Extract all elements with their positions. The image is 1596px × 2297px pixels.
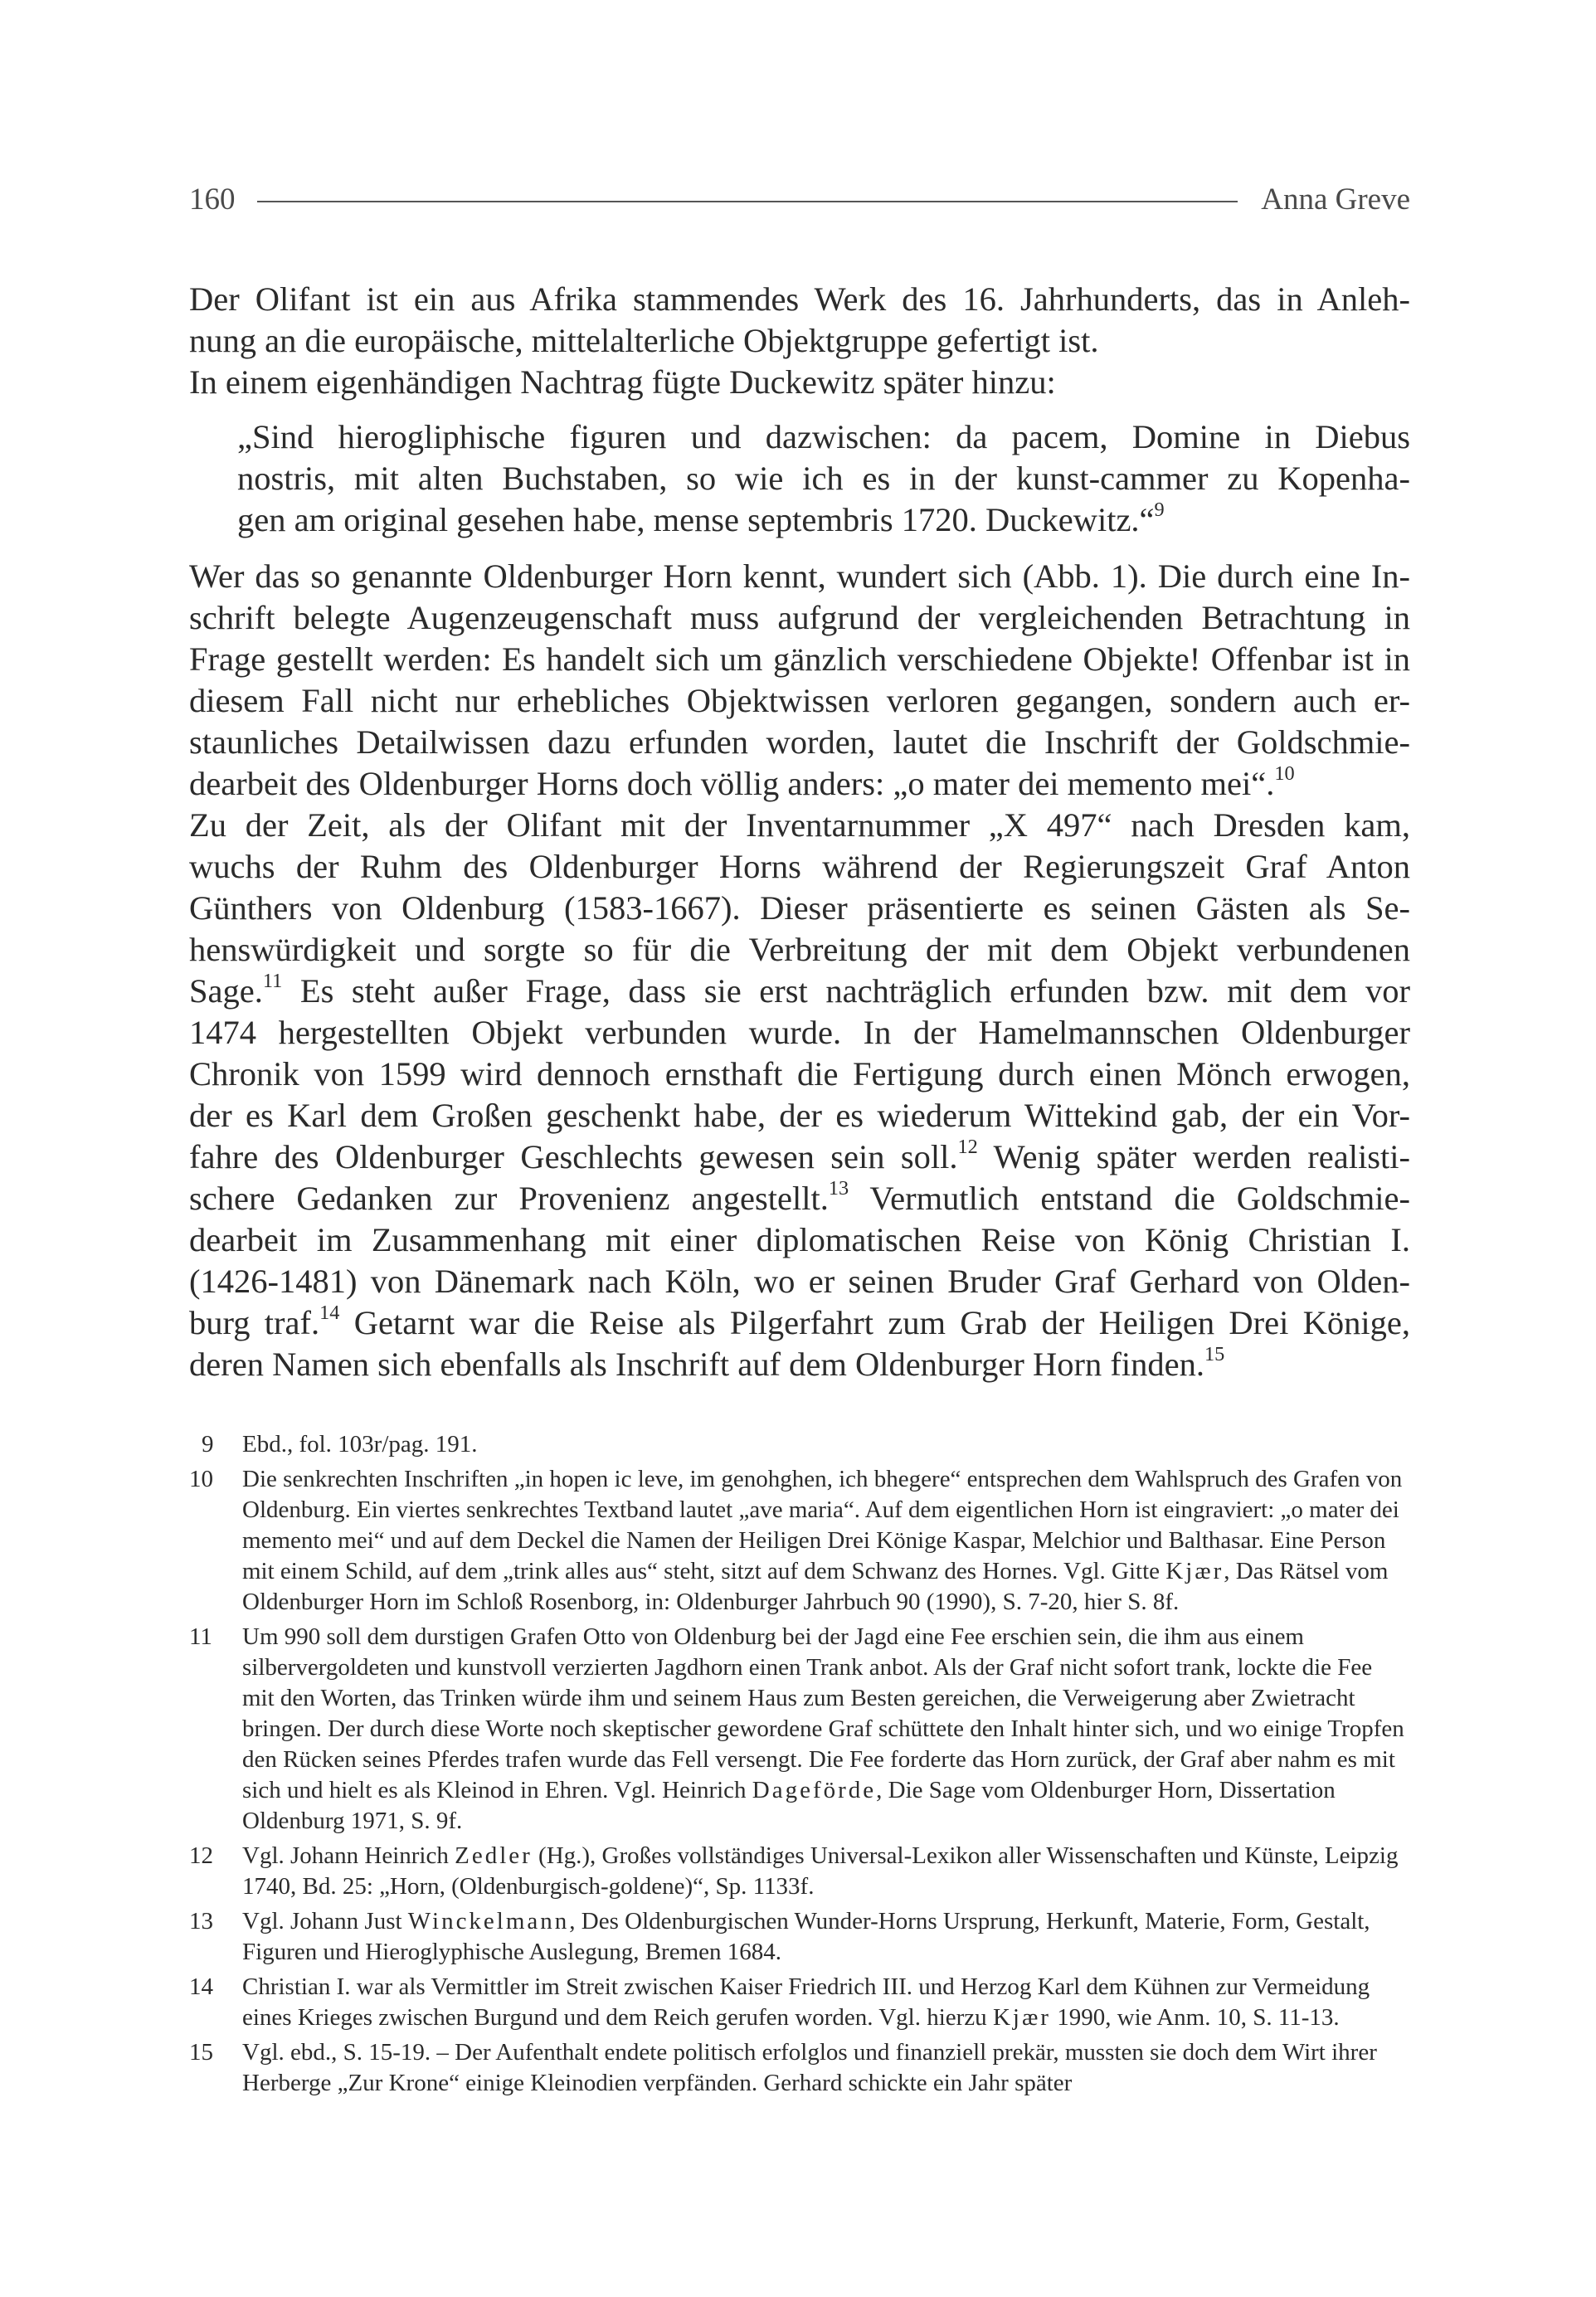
- text-line: der es Karl dem Großen geschenkt habe, der es wiederum Wittekind gab, der ein Vor-: [189, 1097, 1410, 1134]
- text-line: [189, 1344, 1410, 1385]
- footnote-ref[interactable]: 13: [828, 1176, 849, 1200]
- running-title: Anna Greve: [1261, 182, 1410, 217]
- text-line: Frage gestellt werden: Es handelt sich um gänzlich verschiedene Objekte! Offenbar ist in: [189, 640, 1410, 678]
- author-name: Kjær: [992, 2004, 1051, 2031]
- text-line: dearbeit im Zusammenhang mit einer diplomatischen Reise von König Christian I.: [189, 1221, 1410, 1258]
- footnote-text: [242, 1622, 1410, 1837]
- footnotes: [189, 1429, 1410, 2103]
- footnote-segment: , Das Rätsel vom Oldenburger Horn im Schloß Rosenborg, in: Oldenburger Jahrbuch 90 (1990), S. 7-20, hier S. 8f.: [242, 1558, 1389, 1615]
- footnote-9: [189, 1429, 1410, 1460]
- footnote-segment: 1990, wie Anm. 10, S. 11-13.: [1050, 2004, 1340, 2031]
- page-number: 160: [189, 182, 236, 217]
- footnote-15: [189, 2037, 1410, 2099]
- author-name: Dageförde: [752, 1777, 877, 1803]
- text-segment: deren Namen sich ebenfalls als Inschrift auf dem Oldenburger Horn finden.: [189, 1346, 1204, 1383]
- footnote-13: [189, 1906, 1410, 1968]
- footnote-ref[interactable]: 10: [1274, 762, 1295, 785]
- footnote-10: [189, 1464, 1410, 1618]
- footnote-number: 11: [189, 1623, 212, 1650]
- footnote-ref[interactable]: 12: [957, 1135, 978, 1158]
- quote-text: gen am original gesehen habe, mense septembris 1720. Duckewitz.“: [237, 501, 1155, 538]
- footnote-number: 12: [189, 1842, 213, 1869]
- text-segment: Getarnt war die Reise als Pilgerfahrt zum Grab der Heiligen Drei Könige,: [339, 1304, 1410, 1341]
- text-line: [189, 1178, 1410, 1219]
- footnote-ref[interactable]: 9: [1154, 498, 1165, 521]
- footnote-segment: Vgl. Johann Just: [242, 1908, 408, 1934]
- footnote-segment: Die senkrechten Inschriften „in hopen ic leve, im genohghen, ich bhegere“ entsprechen dem Wahlspruch des Grafen von Oldenburg. Ein viertes senkrechtes Textband lautet „ave maria“. Auf dem eigentlichen Horn ist eingraviert: „o mater dei memento mei“ und auf dem Deckel die Namen der Heiligen Drei Könige Kaspar, Melchior und Balthasar. Eine Person mit einem Schild, auf dem „trink alles aus“ steht, sitzt auf dem Schwanz des Hornes. Vgl. Gitte: [242, 1466, 1403, 1584]
- text-line: schrift belegte Augenzeugenschaft muss aufgrund der vergleichenden Betrachtung in: [189, 599, 1410, 636]
- text-line: [189, 1136, 1410, 1178]
- footnote-text: Vgl. ebd., S. 15-19. – Der Aufenthalt endete politisch erfolglos und finanziell prekär, mussten sie doch dem Wirt ihrer Herberge „Zur Krone“ einige Kleinodien verpfänden. Gerhard schickte ein Jahr später: [242, 2039, 1377, 2096]
- footnote-text: [242, 1906, 1410, 1968]
- footnote-number: 14: [189, 1973, 213, 2000]
- author-name: Kjær: [1165, 1558, 1224, 1584]
- main-text: [189, 279, 1410, 1385]
- footnote-number: 15: [189, 2039, 213, 2066]
- text-segment: Wenig später werden realisti-: [977, 1138, 1411, 1175]
- footnote-ref[interactable]: 15: [1204, 1342, 1225, 1365]
- text-segment: schere Gedanken zur Provenienz angestellt.: [189, 1180, 829, 1217]
- footnote-12: [189, 1841, 1410, 1902]
- text-line: henswürdigkeit und sorgte so für die Verbreitung der mit dem Objekt verbundenen: [189, 931, 1410, 968]
- footnote-segment: (Hg.), Großes vollständiges Universal-Lexikon aller Wissenschaften und Künste, Leipzig 1740, Bd. 25: „Horn, (Oldenburgisch-goldene)“, Sp. 1133f.: [242, 1842, 1399, 1900]
- quote-line: nostris, mit alten Buchstaben, so wie ich es in der kunst-cammer zu Kopenha-: [237, 460, 1410, 497]
- text-line: diesem Fall nicht nur erhebliches Objektwissen verloren gegangen, sondern auch er-: [189, 682, 1410, 719]
- text-line: (1426-1481) von Dänemark nach Köln, wo er seinen Bruder Graf Gerhard von Olden-: [189, 1263, 1410, 1300]
- footnote-number: 10: [189, 1466, 213, 1492]
- text-segment: Vermutlich entstand die Goldschmie-: [849, 1180, 1410, 1217]
- text-line: 1474 hergestellten Objekt verbunden wurde. In der Hamelmannschen Oldenburger: [189, 1014, 1410, 1051]
- text-line: Zu der Zeit, als der Olifant mit der Inventarnummer „X 497“ nach Dresden kam,: [189, 806, 1410, 844]
- text-line: staunliches Detailwissen dazu erfunden worden, lautet die Inschrift der Goldschmie-: [189, 723, 1410, 761]
- footnote-text: [242, 1464, 1410, 1618]
- text-segment: Es steht außer Frage, dass sie erst nachträglich erfunden bzw. mit dem vor: [282, 972, 1410, 1010]
- text-line: Wer das so genannte Oldenburger Horn kennt, wundert sich (Abb. 1). Die durch eine In-: [189, 557, 1410, 595]
- footnote-ref[interactable]: 14: [319, 1301, 340, 1324]
- quote-line: „Sind hierogliphische figuren und dazwischen: da pacem, Domine in Diebus: [237, 418, 1410, 455]
- text-line: Der Olifant ist ein aus Afrika stammendes Werk des 16. Jahrhunderts, das in Anleh-: [189, 280, 1410, 318]
- text-line: [189, 1302, 1410, 1344]
- footnote-ref[interactable]: 11: [262, 969, 283, 992]
- text-segment: dearbeit des Oldenburger Horns doch völlig anders: „o mater dei memento mei“.: [189, 765, 1275, 802]
- footnote-14: [189, 1972, 1410, 2033]
- text-line: [189, 763, 1410, 805]
- footnote-segment: , Die Sage vom Oldenburger Horn, Dissertation Oldenburg 1971, S. 9f.: [242, 1777, 1336, 1834]
- block-quote: [237, 416, 1410, 541]
- quote-line: [237, 499, 1410, 541]
- text-segment: burg traf.: [189, 1304, 320, 1341]
- footnote-text: [242, 1972, 1410, 2033]
- text-line: wuchs der Ruhm des Oldenburger Horns während der Regierungszeit Graf Anton: [189, 848, 1410, 885]
- footnote-11: [189, 1622, 1410, 1837]
- text-line: In einem eigenhändigen Nachtrag fügte Duckewitz später hinzu:: [189, 363, 1056, 401]
- footnote-number: 13: [189, 1908, 213, 1934]
- running-header: [189, 176, 1410, 222]
- text-line: [189, 971, 1410, 1012]
- author-name: Zedler: [455, 1842, 533, 1869]
- text-segment: fahre des Oldenburger Geschlechts gewesen sein soll.: [189, 1138, 958, 1175]
- footnote-number: 9: [202, 1431, 214, 1458]
- footnote-segment: , Des Oldenburgischen Wunder-Horns Ursprung, Herkunft, Materie, Form, Gestalt, Figuren und Hieroglyphische Auslegung, Bremen 1684.: [242, 1908, 1370, 1965]
- text-line: nung an die europäische, mittelalterliche Objektgruppe gefertigt ist.: [189, 322, 1099, 359]
- author-name: Winckelmann: [407, 1908, 570, 1934]
- text-line: Chronik von 1599 wird dennoch ernsthaft die Fertigung durch einen Mönch erwogen,: [189, 1055, 1410, 1093]
- footnote-segment: Vgl. Johann Heinrich: [242, 1842, 455, 1869]
- footnote-segment: Christian I. war als Vermittler im Streit zwischen Kaiser Friedrich III. und Herzog Karl dem Kühnen zur Vermeidung eines Krieges zwischen Burgund und dem Reich gerufen worden. Vgl. hierzu: [242, 1973, 1370, 2031]
- text-segment: Sage.: [189, 972, 263, 1010]
- header-rule: [257, 201, 1238, 202]
- footnote-text: Ebd., fol. 103r/pag. 191.: [242, 1431, 478, 1458]
- text-line: Günthers von Oldenburg (1583-1667). Dieser präsentierte es seinen Gästen als Se-: [189, 889, 1410, 927]
- footnote-text: [242, 1841, 1410, 1902]
- footnote-segment: Um 990 soll dem durstigen Grafen Otto von Oldenburg bei der Jagd eine Fee erschien sein, die ihm aus einem silbervergoldeten und kunstvoll verzierten Jagdhorn einen Trank anbot. Als der Graf nicht sofort trank, lockte die Fee mit den Worten, das Trinken würde ihm und seinem Haus zum Besten gereichen, die Verweigerung aber Zwietracht bringen. Der durch diese Worte noch skeptischer gewordene Graf schüttete den Inhalt hinter sich, und wo einige Tropfen den Rücken seines Pferdes trafen wurde das Fell versengt. Die Fee forderte das Horn zurück, der Graf aber nahm es mit sich und hielt es als Kleinod in Ehren. Vgl. Heinrich: [242, 1623, 1404, 1803]
